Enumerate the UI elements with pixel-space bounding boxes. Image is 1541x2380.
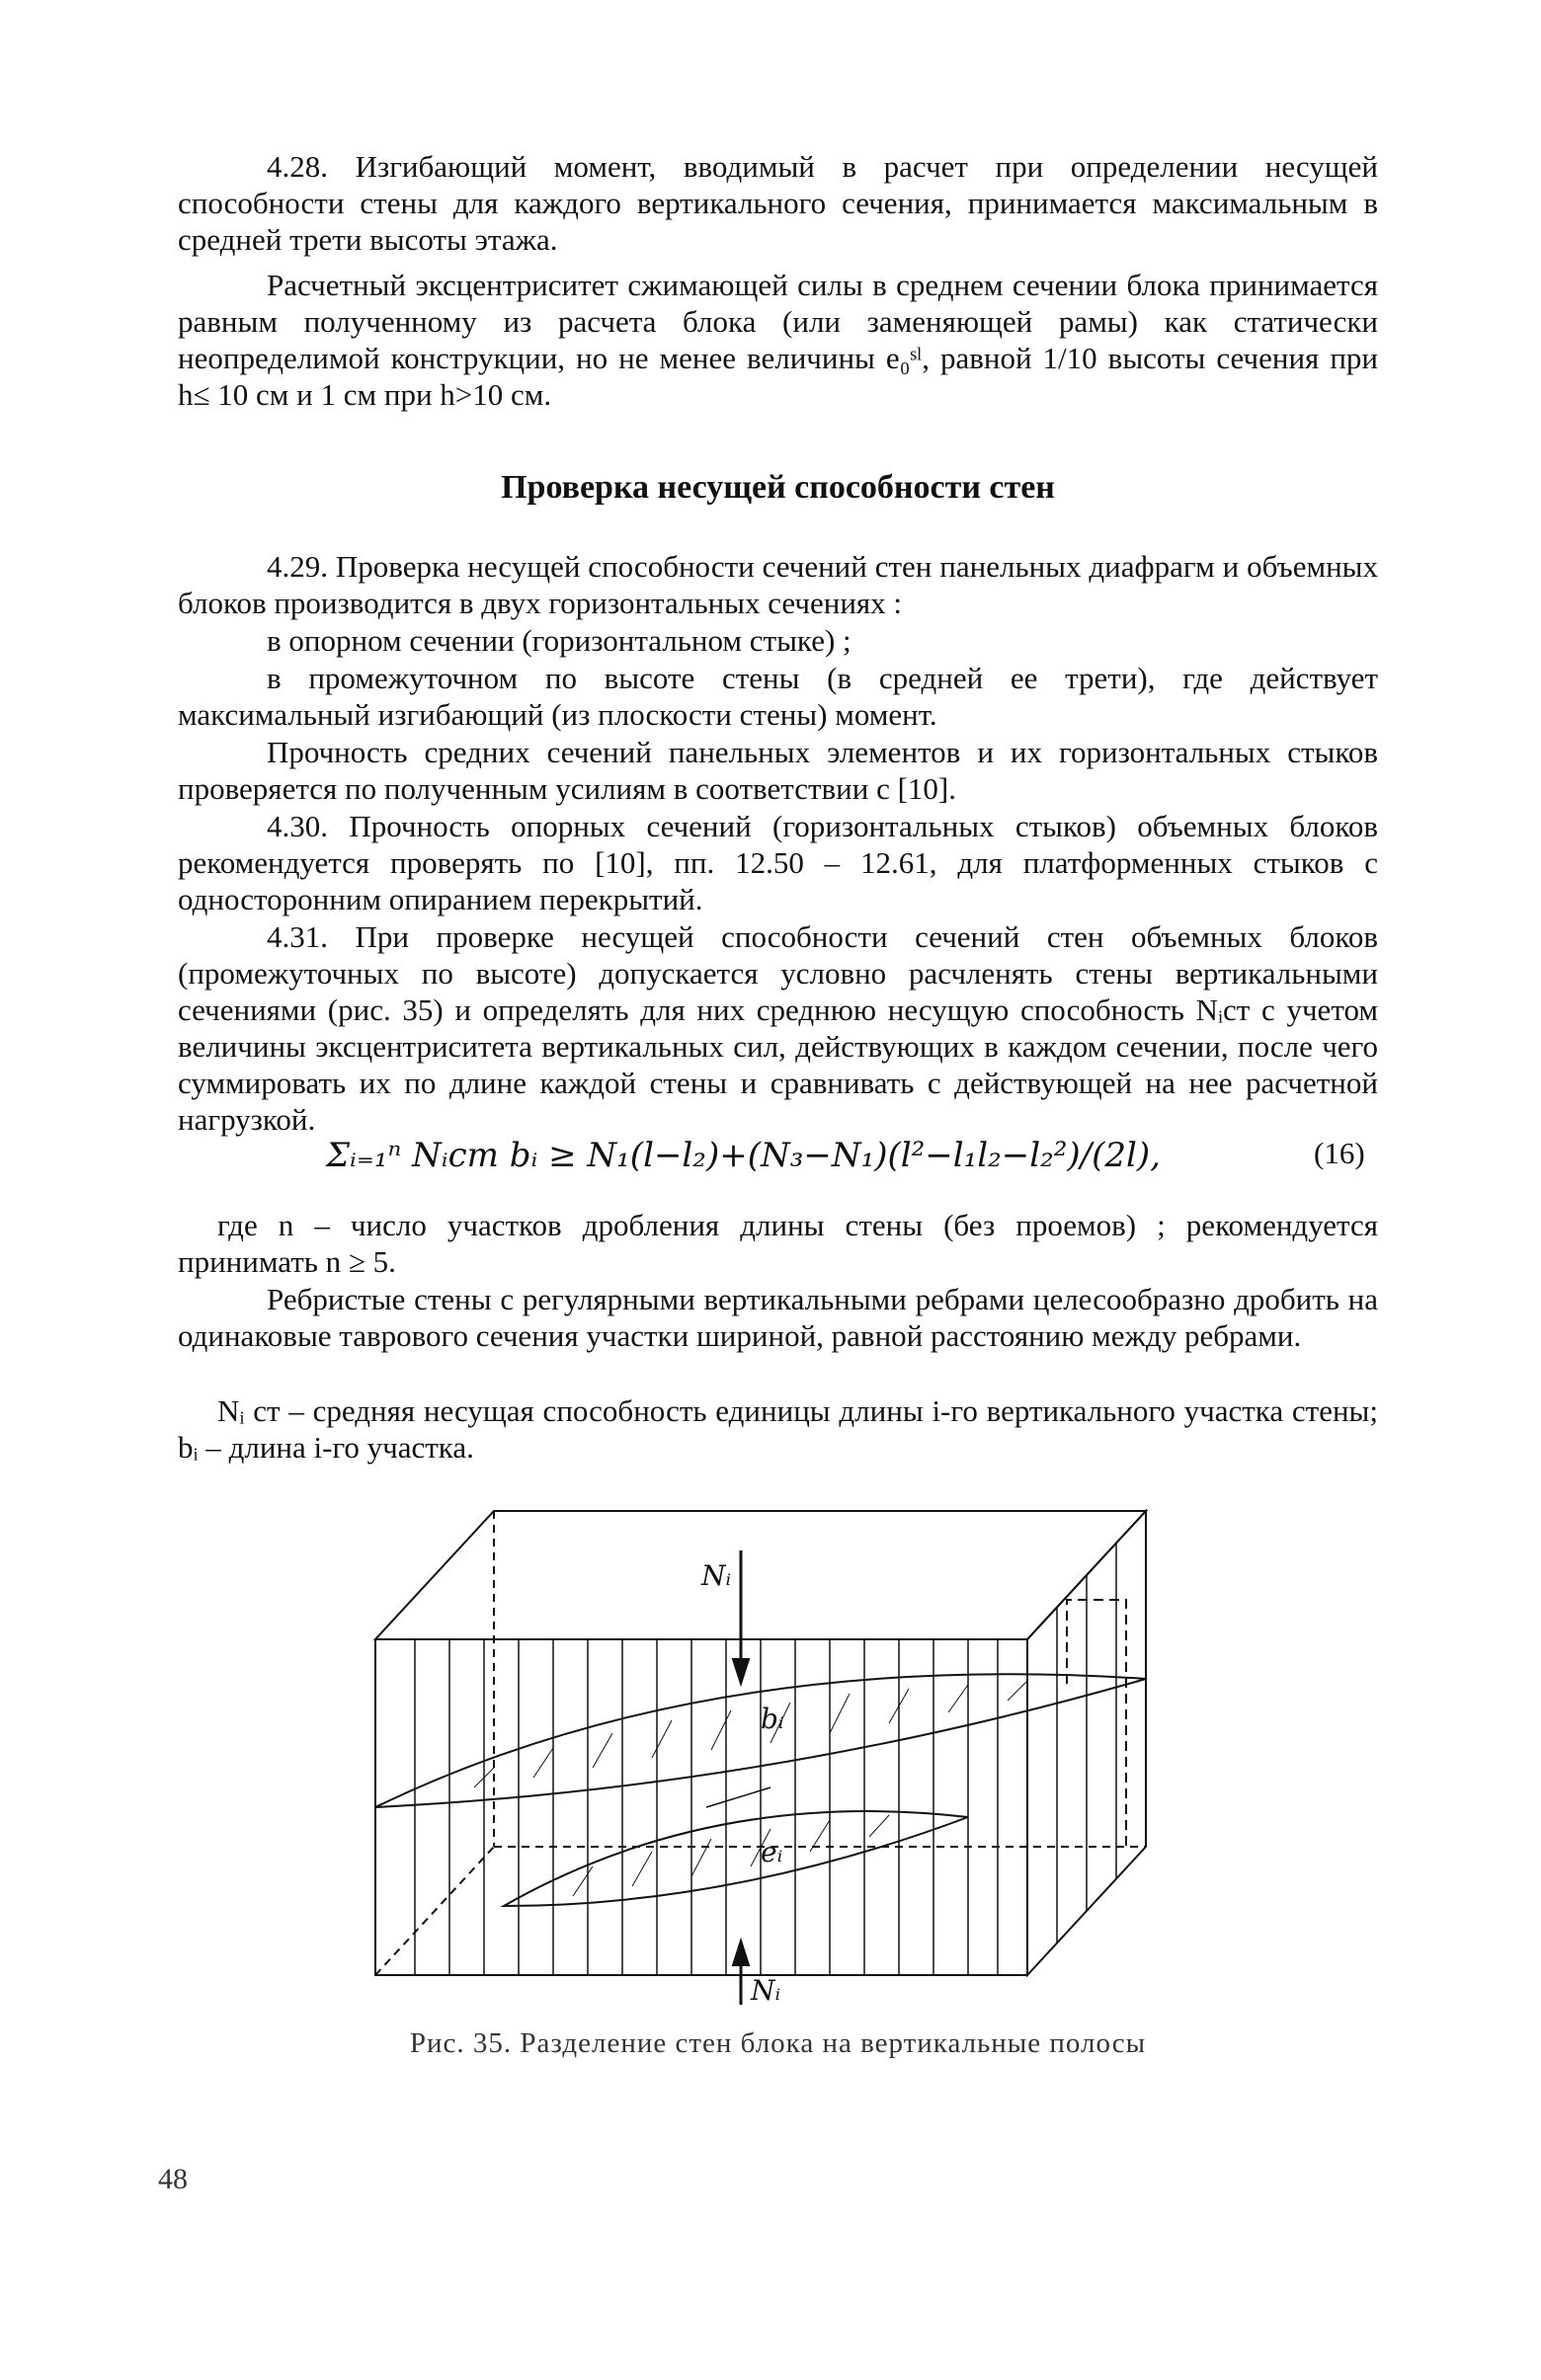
formula-16: Σᵢ₌₁ⁿ Nᵢcт bᵢ ≥ N₁(l−l₂)+(N₃−N₁)(l²−l₁l₂−l₂²)/(2l), — [326, 1136, 1161, 1175]
label-ni-top: Nᵢ — [701, 1559, 732, 1592]
paragraph-where-n: где n – число участков дробления длины стены (без проемов) ; рекомендуется принимать n ≥ 5. — [178, 1208, 1378, 1279]
figure-caption: Рис. 35. Разделение стен блока на вертикальные полосы — [409, 2027, 1147, 2059]
hidden-edge-diag — [375, 1847, 494, 1975]
box-top-face — [375, 1511, 1146, 1639]
paragraph-4-30: 4.30. Прочность опорных сечений (горизонтальных стыков) объемных блоков рекомендуется проверять по [10], пп. 12.50 – 12.61, для платформенных стыков с односторонним опиранием перекрытий. — [178, 809, 1378, 916]
paragraph-4-29: 4.29. Проверка несущей способности сечений стен панельных диафрагм и объемных блоков производится в двух горизонтальных сечениях : — [178, 549, 1378, 620]
label-ni-bottom: Nᵢ — [751, 1974, 781, 2007]
block-wall-diagram — [356, 1491, 1176, 2015]
section-heading: Проверка несущей способности стен — [501, 469, 1055, 506]
equation-number: (16) — [1314, 1136, 1365, 1170]
hatching — [474, 1681, 1027, 1896]
paragraph-4-29-strength: Прочность средних сечений панельных элементов и их горизонтальных стыков проверяется по полученным усилиям в соответствии с [10]. — [178, 735, 1378, 806]
paragraph-4-28-eccentricity: Расчетный эксцентриситет сжимающей силы в среднем сечении блока принимается равным полученному из расчета блока (или заменяющей рамы) как статически неопределимой конструкции, но не менее величины e₀ˢˡ, равной 1/10 высоты сечения при h≤ 10 см и 1 см при h>10 см. — [178, 268, 1378, 412]
paragraph-ribbed-walls: Ребристые стены с регулярными вертикальными ребрами целесообразно дробить на одинаковые таврового сечения участки шириной, равной расстоянию между ребрами. — [178, 1282, 1378, 1353]
opening-outline — [1067, 1600, 1126, 1847]
paragraph-4-29-intermediate-section: в промежуточном по высоте стены (в средней ее трети), где действует максимальный изгибающий (из плоскости стены) момент. — [178, 661, 1378, 732]
box-front-face — [375, 1639, 1027, 1975]
force-arrow-bottom-head — [733, 1941, 749, 1965]
force-arrow-top-head — [733, 1659, 749, 1684]
paragraph-4-29-support-section: в опорном сечении (горизонтальном стыке) ; — [267, 623, 852, 658]
paragraph-4-28: 4.28. Изгибающий момент, вводимый в расчет при определении несущей способности стены для каждого вертикального сечения, принимается максимальным в средней трети высоты этажа. — [178, 149, 1378, 257]
label-ei: eᵢ — [761, 1836, 783, 1868]
page-number: 48 — [158, 2163, 188, 2195]
label-bi: bᵢ — [761, 1703, 784, 1735]
paragraph-notation: Nᵢ cт – средняя несущая способность единицы длины i-го вертикального участка стены; bᵢ – длина i-го участка. — [178, 1393, 1378, 1465]
paragraph-4-31: 4.31. При проверке несущей способности сечений стен объемных блоков (промежуточных по высоте) допускается условно расчленять стены вертикальными сечениями (рис. 35) и определять для них среднюю несущую способность Nᵢcт с учетом величины эксцентриситета вертикальных сил, действующих в каждом сечении, после чего суммировать их по длине каждой стены и сравнивать с действующей на нее расчетной нагрузкой. — [178, 919, 1378, 1137]
